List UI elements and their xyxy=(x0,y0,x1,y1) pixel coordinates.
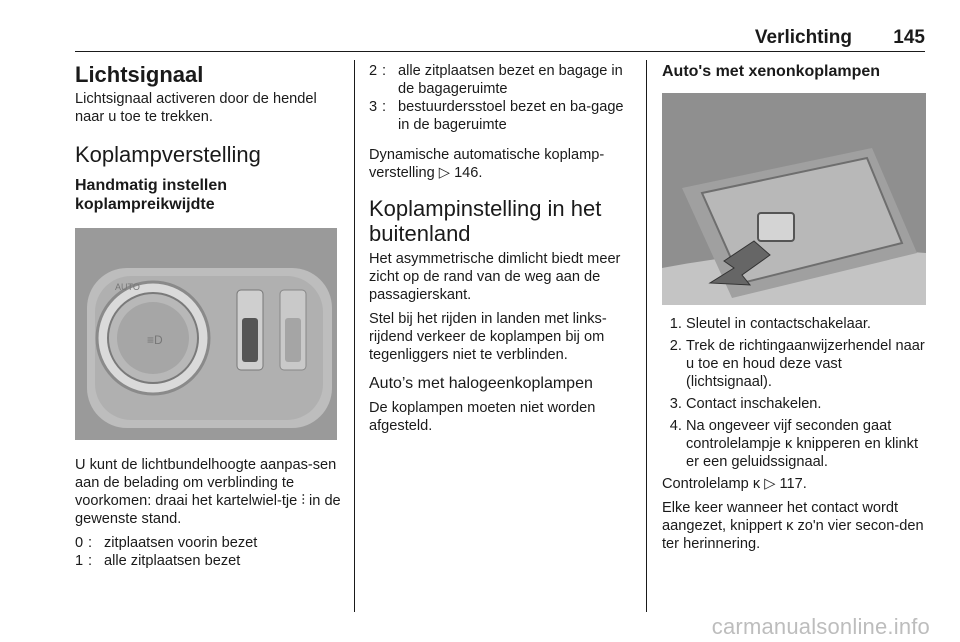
page-reference: 117. xyxy=(779,476,807,492)
definition-key: 0 xyxy=(75,535,84,551)
wheel-icon: ⫶ xyxy=(301,493,305,509)
heading-halogeen: Auto’s met halogeenkoplampen xyxy=(369,375,593,392)
definition-text: zitplaatsen voorin bezet xyxy=(104,535,258,551)
page-header-title: Verlichting xyxy=(754,27,852,48)
column-divider-1 xyxy=(354,60,355,612)
text-asymmetrisch: Het asymmetrische dimlicht biedt meer zicht op de rand van de weg aan de passagierskant. xyxy=(369,251,621,303)
text-controlelamp xyxy=(662,475,926,493)
page-reference-icon: ▷ xyxy=(764,476,776,492)
list-item: 2. Trek de richtingaanwijzerhendel naar u toe en houd deze vast (lichtsignaal). xyxy=(686,337,926,391)
light-switch-photo xyxy=(75,228,337,440)
definition-colon: : xyxy=(382,63,387,79)
text-kartelwiel-a: U kunt de lichtbundelhoogte aanpas-sen aan de belading om verblinding te voorkomen: draai het kartelwiel-tje xyxy=(75,457,337,509)
text-kartelwiel xyxy=(75,456,341,528)
text-herinnering: Elke keer wanneer het contact wordt aangezet, knippert ĸ zo'n vier secon-den ter herinnering. xyxy=(662,500,924,552)
text-controlelamp-body: Controlelamp ĸ xyxy=(662,476,761,492)
definition-key: 2 xyxy=(369,63,378,79)
definition-text: alle zitplaatsen bezet en bagage in de bagageruimte xyxy=(398,63,623,97)
text-halogeen: De koplampen moeten niet worden afgesteld. xyxy=(369,400,596,434)
watermark: carmanualsonline.info xyxy=(711,614,930,639)
steps-list xyxy=(662,315,926,471)
text-kartelwiel-b: in de gewenste stand. xyxy=(75,493,341,527)
heading-xenon: Auto's met xenonkoplampen xyxy=(662,63,881,80)
text-dynamisch xyxy=(369,146,633,182)
definition-colon: : xyxy=(382,99,387,115)
definition-colon: : xyxy=(88,535,93,551)
list-item: 1. Sleutel in contactschakelaar. xyxy=(686,315,926,333)
definition-item xyxy=(369,62,633,98)
svg-text:≡D: ≡D xyxy=(147,333,163,347)
definition-key: 1 xyxy=(75,553,84,569)
heading-lichtsignaal: Lichtsignaal xyxy=(75,62,204,87)
definition-item xyxy=(75,534,341,552)
heading-buitenland: Koplampinstelling in het buitenland xyxy=(369,196,602,246)
text-dynamisch-body: Dynamische automatische koplamp-verstelling xyxy=(369,147,605,181)
indicator-lever-photo xyxy=(662,93,926,305)
definition-item xyxy=(75,552,341,570)
heading-handmatig: Handmatig instellen koplampreikwijdte xyxy=(75,177,228,213)
list-item: 3. Contact inschakelen. xyxy=(686,395,926,413)
column-divider-2 xyxy=(646,60,647,612)
page-reference-icon: ▷ xyxy=(438,165,450,181)
definition-item xyxy=(369,98,633,134)
text-linksrijdend: Stel bij het rijden in landen met links-rijdend verkeer de koplampen bij om tegenliggers niet te verblinden. xyxy=(369,311,607,363)
column-2 xyxy=(369,62,633,441)
definition-text: bestuurdersstoel bezet en ba-gage in de bageruimte xyxy=(398,99,624,133)
list-item: 4. Na ongeveer vijf seconden gaat controlelampje ĸ knipperen en klinkt er een geluidssignaal. xyxy=(686,417,926,471)
page-reference: 146. xyxy=(454,165,483,181)
column-3 xyxy=(662,62,926,559)
text-lichtsignaal: Lichtsignaal activeren door de hendel naar u toe te trekken. xyxy=(75,91,317,125)
page-number: 145 xyxy=(893,27,925,48)
definition-text: alle zitplaatsen bezet xyxy=(104,553,241,569)
header-rule xyxy=(75,51,925,52)
definition-key: 3 xyxy=(369,99,378,115)
definition-colon: : xyxy=(88,553,93,569)
svg-text:AUTO: AUTO xyxy=(115,282,140,292)
heading-koplampverstelling: Koplampverstelling xyxy=(75,142,261,167)
column-1 xyxy=(75,62,341,570)
